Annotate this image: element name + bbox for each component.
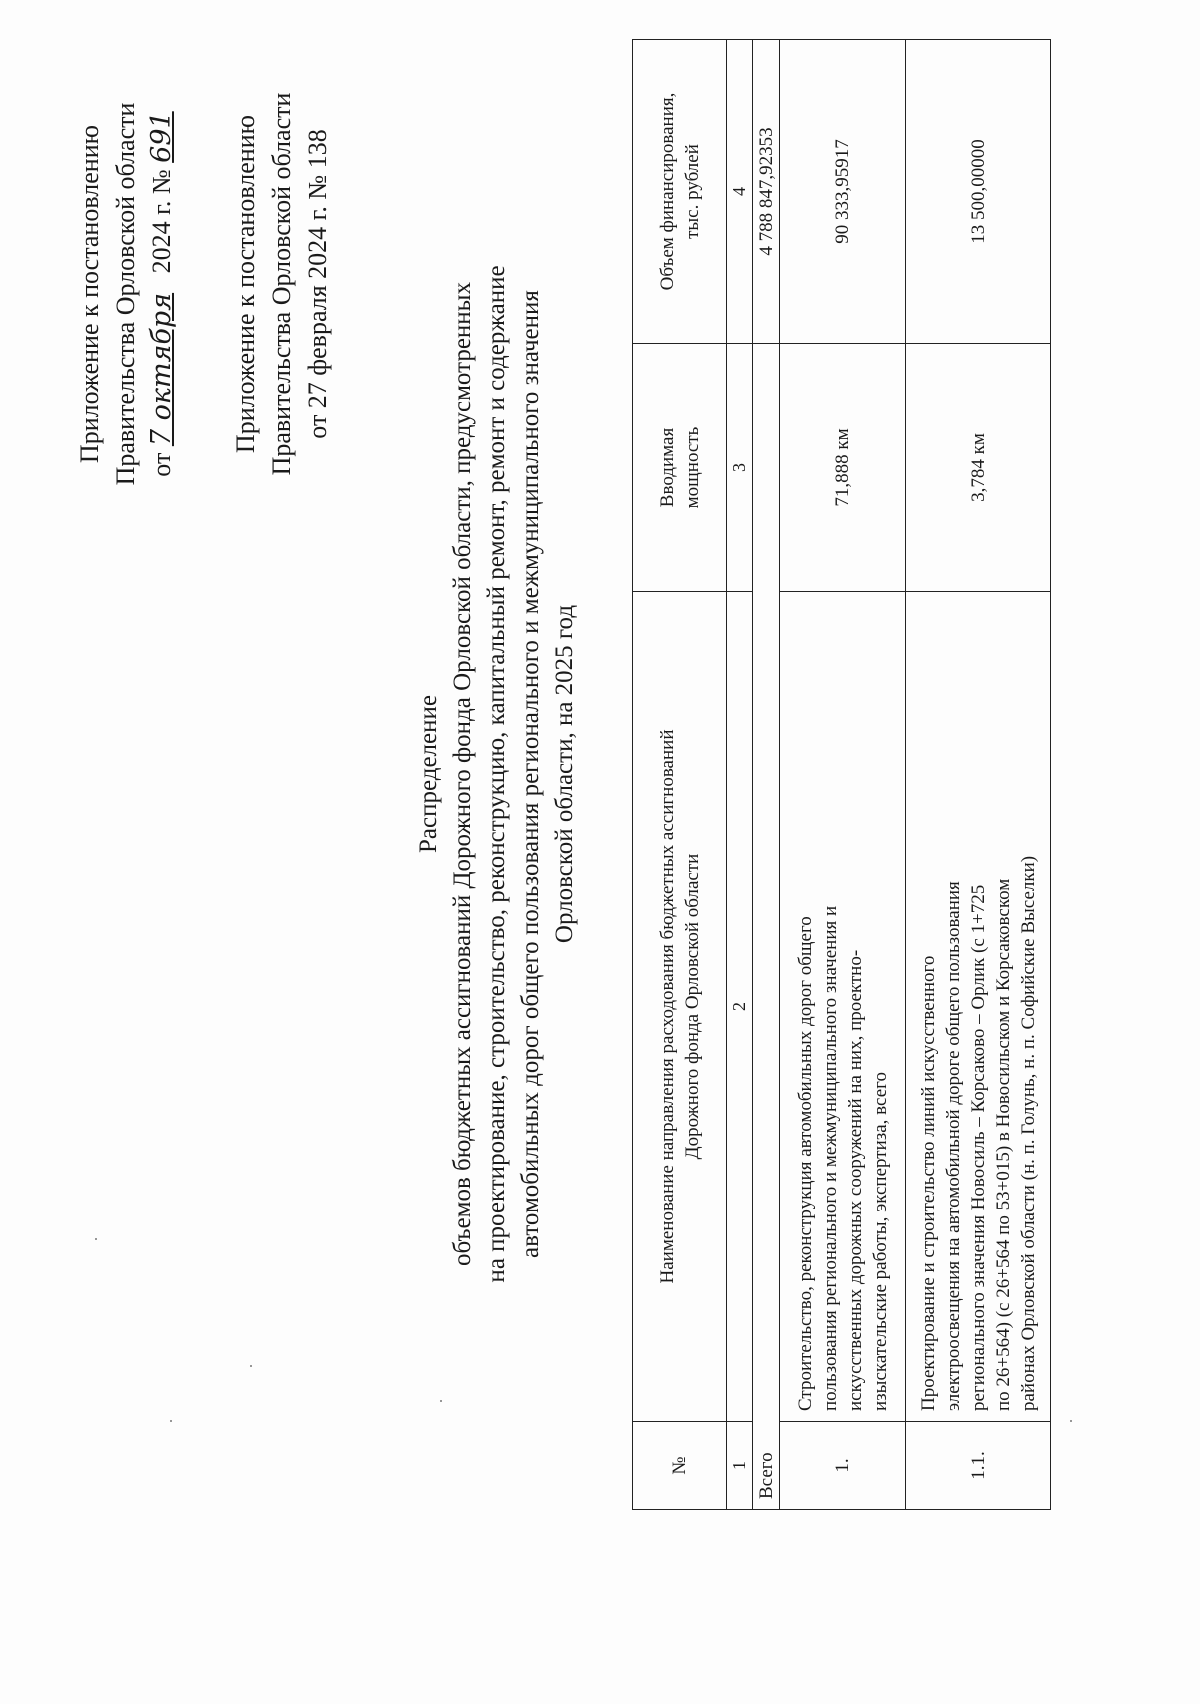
document-title [412, 174, 582, 1374]
title-line2: объемов бюджетных ассигнований Дорожного фонда Орловской области, предусмотренных [449, 282, 476, 1266]
column-number: 2 [727, 592, 753, 1422]
table-header-row [633, 40, 727, 1510]
row-name: Проектирование и строительство линий искусственного электроосвещения на автомобильной дороге общего пользования регионального значения Новосиль – Корсаково – Орлик (с 1+725 по 26+564) (с 26+564 по 53+015) в Новосильском и Корсаковском районах Орловской области (н. п. Голунь, н. п. Софийские Выселки) [906, 592, 1051, 1422]
column-number: 4 [727, 40, 753, 344]
row-funding: 13 500,00000 [906, 40, 1051, 344]
header-current-line1: Приложение к постановлению [75, 124, 104, 464]
col-header-funding: Объем финансирования, тыс. рублей [633, 40, 727, 344]
header-current-line2: Правительства Орловской области [111, 102, 140, 486]
header-previous-line2: Правительства Орловской области [267, 92, 296, 476]
row-name: Строительство, реконструкция автомобильных дорог общего пользования регионального и межмуниципального значения и искусственных дорожных сооружений на них, проектно- изыскательские работы, экспертиза, всего [780, 592, 906, 1422]
header-current [72, 24, 180, 564]
handwritten-number: 691 [146, 111, 177, 163]
column-numbers-row [727, 40, 753, 1510]
header-previous-line3: от 27 февраля 2024 г. № 138 [303, 129, 332, 439]
row-capacity: 71,888 км [780, 344, 906, 592]
header-previous-line1: Приложение к постановлению [231, 114, 260, 454]
title-line3: на проектирование, строительство, реконструкцию, капитальный ремонт, ремонт и содержание [483, 265, 510, 1283]
row-capacity: 3,784 км [906, 344, 1051, 592]
title-line4: автомобильных дорог общего пользования регионального и межмуниципального значения [517, 290, 544, 1258]
header-current-line3: от 7 октября 2024 г. № 691 [146, 111, 177, 477]
table-row [906, 40, 1051, 1510]
title-line1: Распределение [415, 695, 442, 853]
col-header-name: Наименование направления расходования бюджетных ассигнований Дорожного фонда Орловской области [633, 592, 727, 1422]
table-row-total [753, 40, 780, 1510]
row-number: 1.1. [906, 1422, 1051, 1510]
column-number: 3 [727, 344, 753, 592]
handwritten-date: 7 октября [146, 292, 177, 447]
funding-table [632, 39, 1051, 1510]
table-row [780, 40, 906, 1510]
col-header-num: № [633, 1422, 727, 1510]
title-line5: Орловской области, на 2025 год [551, 604, 578, 944]
total-value: 4 788 847,92353 [753, 40, 780, 344]
total-label: Всего [753, 344, 780, 1510]
header-previous [228, 74, 336, 494]
col-header-capacity: Вводимая мощность [633, 344, 727, 592]
row-number: 1. [780, 1422, 906, 1510]
column-number: 1 [727, 1422, 753, 1510]
row-funding: 90 333,95917 [780, 40, 906, 344]
